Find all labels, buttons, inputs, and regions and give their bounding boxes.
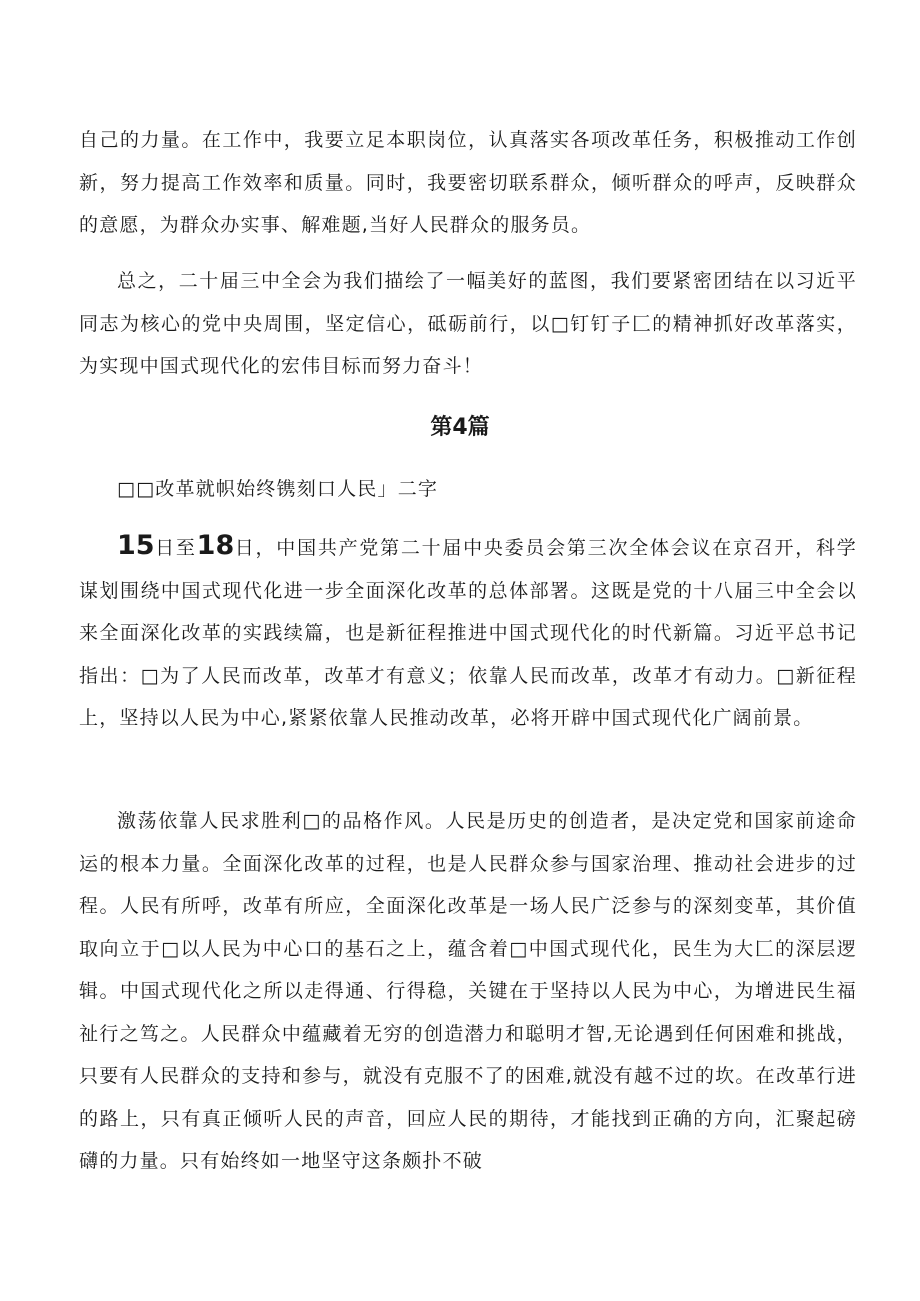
paragraph-conclusion: 总之，二十届三中全会为我们描绘了一幅美好的蓝图，我们要紧密团结在以习近平同志为核心的党中央周围，坚定信心，砥砺前行，以□钉钉子匚的精神抓好改革落实，为实现中国式现代化的宏伟目标而努力奋斗！ xyxy=(79,270,857,377)
paragraph-continuation: 自己的力量。在工作中，我要立足本职岗位，认真落实各项改革任务，积极推动工作创新，努力提高工作效率和质量。同时，我要密切联系群众，倾听群众的呼声，反映群众的意愿，为群众办实事、解难题,当好人民群众的服务员。 xyxy=(79,129,857,236)
date-end: 18 xyxy=(196,530,235,561)
section-heading: 第4篇 xyxy=(430,415,490,440)
article-title: □□改革就帜始终镌刻口人民」二字 xyxy=(117,478,439,500)
intro-text: 日，中国共产党第二十届中央委员会第三次全体会议在京召开，科学谋划围绕中国式现代化进一步全面深化改革的总体部署。这既是党的十八届三中全会以来全面深化改革的实践续篇，也是新征程推进中国式现代化的时代新篇。习近平总书记指出：□为了人民而改革，改革才有意义；依靠人民而改革，改革才有动力。□新征程上，坚持以人民为中心,紧紧依靠人民推动改革，必将开辟中国式现代化广阔前景。 xyxy=(79,537,857,729)
paragraph-body: 激荡依靠人民求胜利□的品格作风。人民是历史的创造者，是决定党和国家前途命运的根本力量。全面深化改革的过程，也是人民群众参与国家治理、推动社会进步的过程。人民有所呼，改革有所应，全面深化改革是一场人民广泛参与的深刻变革，其价值取向立于□以人民为中心口的基石之上，蕴含着□中国式现代化，民生为大匚的深层逻辑。中国式现代化之所以走得通、行得稳，关键在于坚持以人民为中心，为增进民生福祉行之笃之。人民群众中蕴藏着无穷的创造潜力和聪明才智,无论遇到任何困难和挑战，只要有人民群众的支持和参与，就没有克服不了的困难,就没有越不过的坎。在改革行进的路上，只有真正倾听人民的声音，回应人民的期待，才能找到正确的方向，汇聚起磅礴的力量。只有始终如一地坚守这条颇扑不破 xyxy=(79,810,857,1172)
paragraph-intro xyxy=(79,525,857,740)
date-start: 15 xyxy=(117,530,155,561)
intro-connector: 日至 xyxy=(154,537,197,559)
